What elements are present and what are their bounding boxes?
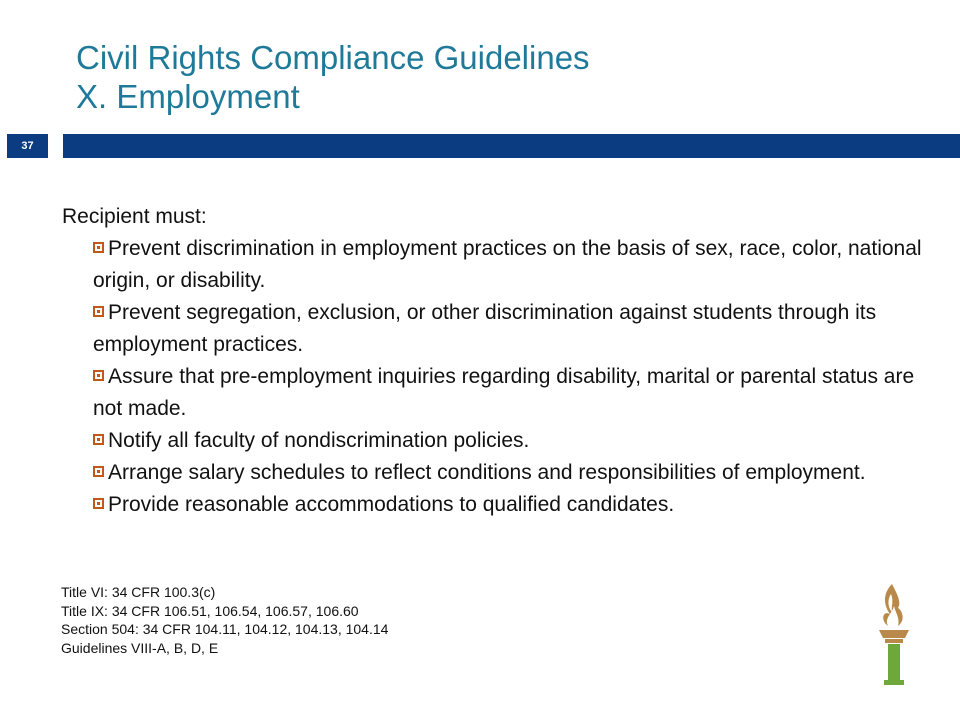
bullet-item <box>93 297 932 361</box>
bullet-text: Notify all faculty of nondiscrimination policies. <box>108 429 530 452</box>
slide-body <box>62 203 932 521</box>
bullet-item <box>93 489 932 521</box>
square-bullet-icon <box>93 498 104 509</box>
square-bullet-icon <box>93 306 104 317</box>
bullet-text: Prevent segregation, exclusion, or other discrimination against students through its employment practices. <box>93 301 877 356</box>
bullet-item <box>93 361 932 425</box>
torch-icon <box>872 580 916 690</box>
reference-line: Guidelines VIII-A, B, D, E <box>61 639 219 656</box>
square-bullet-icon <box>93 370 104 381</box>
page-number-badge: 37 <box>7 134 48 158</box>
bullet-item <box>93 425 932 457</box>
slide-title <box>76 38 590 116</box>
title-line-2: X. Employment <box>76 78 300 115</box>
header-divider-bar <box>63 134 960 158</box>
bullet-item <box>93 457 932 489</box>
square-bullet-icon <box>93 242 104 253</box>
square-bullet-icon <box>93 434 104 445</box>
title-line-1: Civil Rights Compliance Guidelines <box>76 39 590 76</box>
lead-text: Recipient must: <box>62 205 207 228</box>
bullet-text: Prevent discrimination in employment practices on the basis of sex, race, color, national origin, or disability. <box>93 237 922 292</box>
reference-line: Title IX: 34 CFR 106.51, 106.54, 106.57, 106.60 <box>61 602 359 619</box>
legal-references <box>61 583 388 657</box>
bullet-item <box>93 233 932 297</box>
reference-line: Title VI: 34 CFR 100.3(c) <box>61 584 216 600</box>
reference-line: Section 504: 34 CFR 104.11, 104.12, 104.13, 104.14 <box>61 621 389 637</box>
bullet-text: Arrange salary schedules to reflect conditions and responsibilities of employment. <box>108 461 866 484</box>
square-bullet-icon <box>93 466 104 477</box>
bullet-list <box>62 233 932 521</box>
bullet-text: Assure that pre-employment inquiries regarding disability, marital or parental status are not made. <box>93 365 915 420</box>
bullet-text: Provide reasonable accommodations to qualified candidates. <box>108 493 675 516</box>
